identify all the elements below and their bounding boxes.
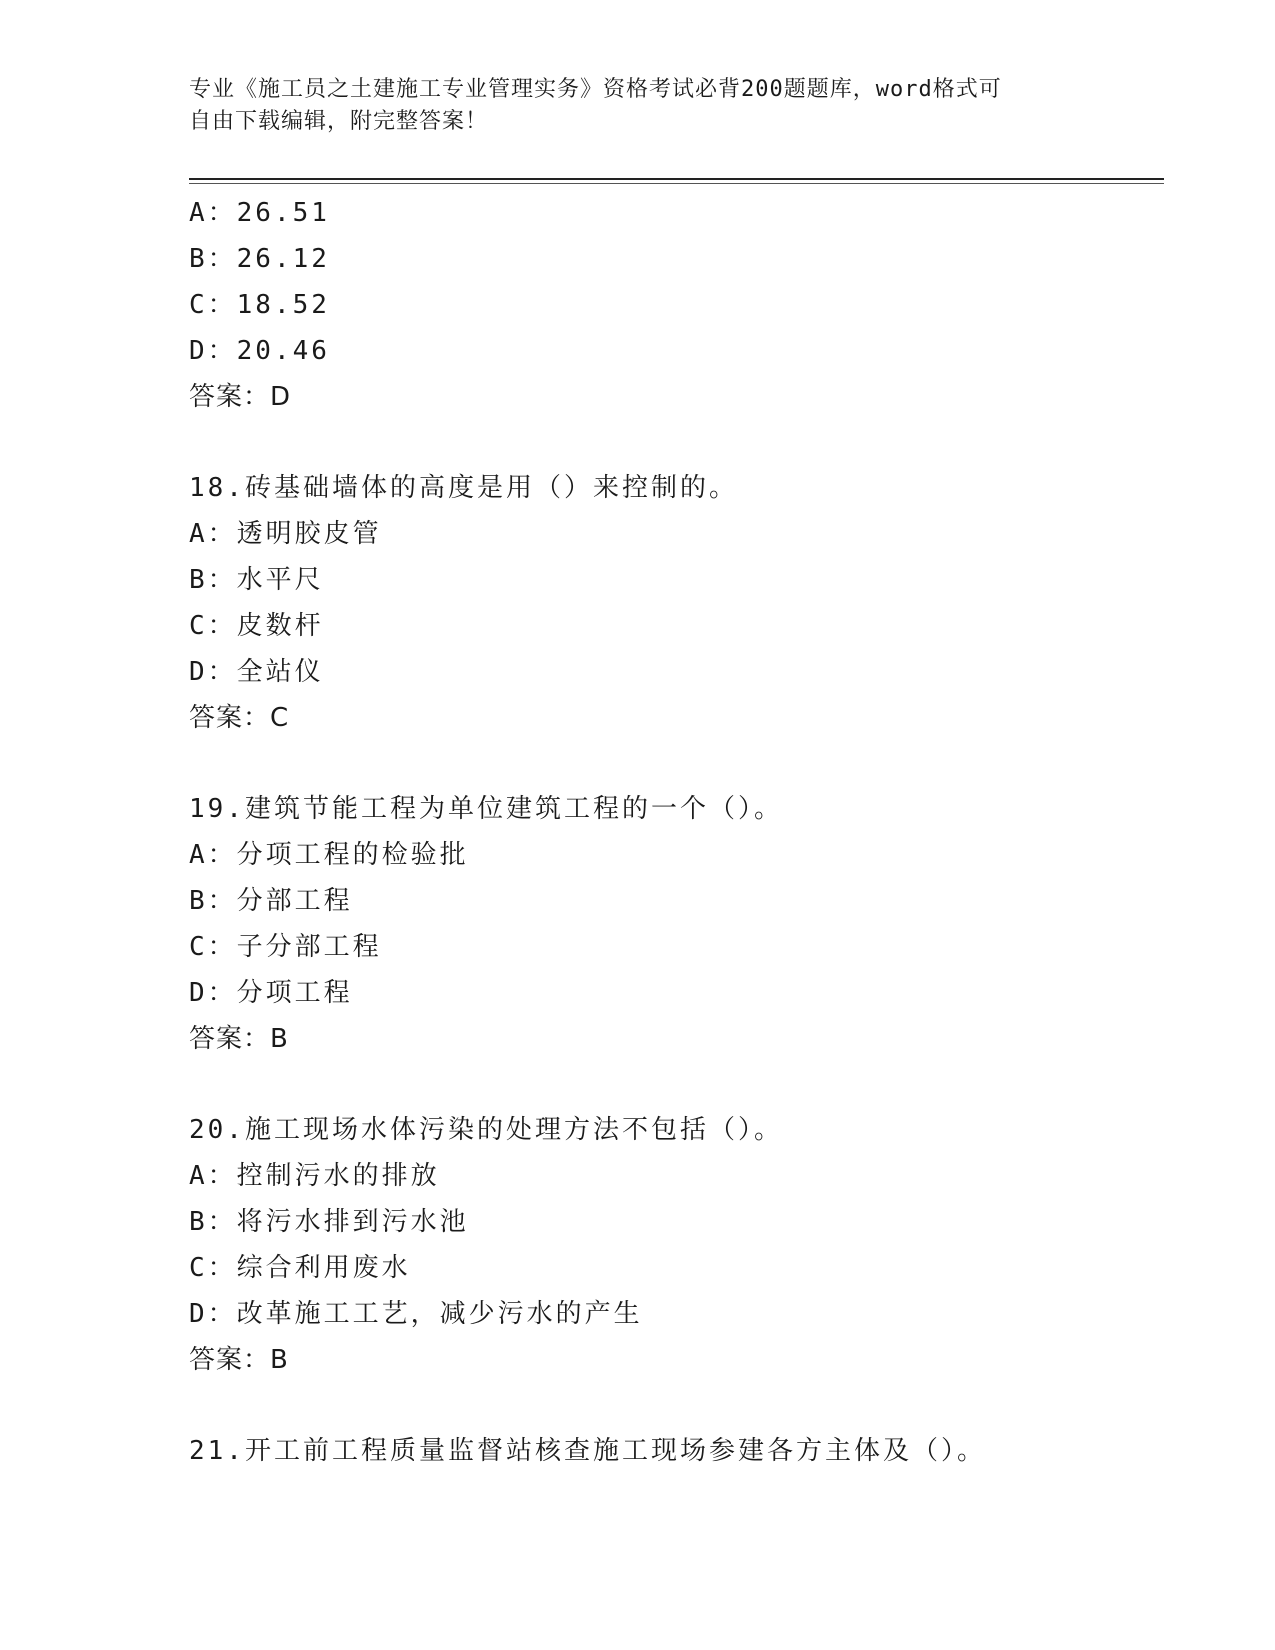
header-line-2: 自由下载编辑，附完整答案！ bbox=[189, 109, 489, 134]
option-c: C：子分部工程 bbox=[189, 932, 382, 962]
question-17 bbox=[189, 190, 1164, 420]
option-c: C：综合利用废水 bbox=[189, 1253, 411, 1283]
option-c: C：皮数杆 bbox=[189, 611, 324, 641]
option-a: A：分项工程的检验批 bbox=[189, 840, 469, 870]
option-d: D：20.46 bbox=[189, 336, 330, 366]
answer: 答案：C bbox=[189, 703, 290, 733]
option-a: A：26.51 bbox=[189, 198, 330, 228]
option-c: C：18.52 bbox=[189, 290, 330, 320]
answer: 答案：D bbox=[189, 382, 292, 412]
header-rule-thin bbox=[189, 183, 1164, 184]
option-b: B：水平尺 bbox=[189, 565, 324, 595]
option-d: D：改革施工工艺，减少污水的产生 bbox=[189, 1299, 643, 1329]
question-18 bbox=[189, 465, 1164, 741]
option-b: B：分部工程 bbox=[189, 886, 353, 916]
option-b: B：26.12 bbox=[189, 244, 330, 274]
question-21 bbox=[189, 1428, 1164, 1474]
answer: 答案：B bbox=[189, 1024, 289, 1054]
answer: 答案：B bbox=[189, 1345, 289, 1375]
question-text: 21.开工前工程质量监督站核查施工现场参建各方主体及（）。 bbox=[189, 1436, 986, 1466]
header-line-1: 专业《施工员之土建施工专业管理实务》资格考试必背200题题库，word格式可 bbox=[189, 77, 1002, 102]
option-b: B：将污水排到污水池 bbox=[189, 1207, 469, 1237]
question-19 bbox=[189, 786, 1164, 1062]
option-d: D：全站仪 bbox=[189, 657, 324, 687]
header-rule-thick bbox=[189, 178, 1164, 180]
question-text: 19.建筑节能工程为单位建筑工程的一个（）。 bbox=[189, 794, 783, 824]
question-text: 18.砖基础墙体的高度是用（）来控制的。 bbox=[189, 473, 738, 503]
option-d: D：分项工程 bbox=[189, 978, 353, 1008]
document-header bbox=[189, 74, 1069, 138]
question-list bbox=[189, 190, 1164, 1474]
question-text: 20.施工现场水体污染的处理方法不包括（）。 bbox=[189, 1115, 783, 1145]
question-20 bbox=[189, 1107, 1164, 1383]
option-a: A：透明胶皮管 bbox=[189, 519, 382, 549]
option-a: A：控制污水的排放 bbox=[189, 1161, 440, 1191]
